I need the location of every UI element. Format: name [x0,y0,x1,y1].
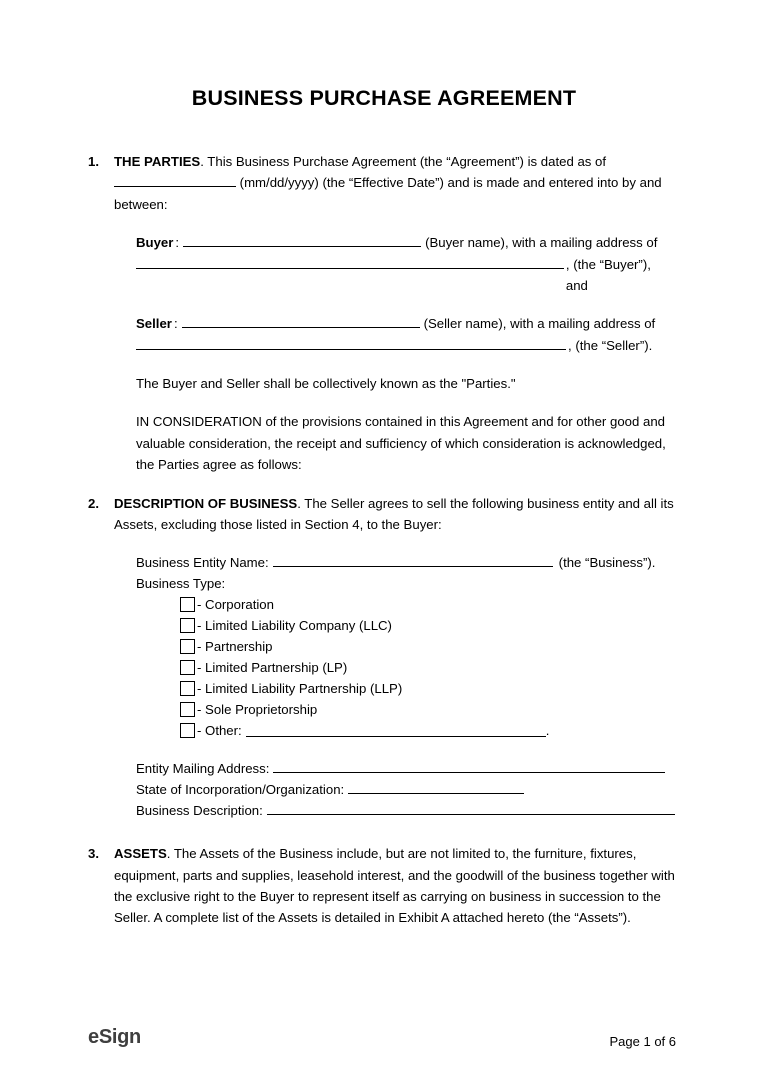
buyer-text-c: , (the “Buyer”), and [565,256,651,293]
clause-the-parties [88,151,676,215]
page-title: BUSINESS PURCHASE AGREEMENT [191,86,577,110]
buyer-colon: : [175,235,180,251]
seller-label: Seller [136,316,172,332]
seller-address-field[interactable] [136,336,566,350]
clause-heading: THE PARTIES [114,154,201,169]
entity-mailing-address-label: Entity Mailing Address: [136,761,270,777]
option-label: - Corporation [197,597,274,613]
business-type-option-corporation[interactable] [180,594,676,615]
option-label: - Limited Liability Partnership (LLP) [197,681,403,697]
document-body [0,151,768,929]
buyer-text-b: (Buyer name), with a mailing address of [425,235,658,251]
checkbox-icon[interactable] [180,639,195,654]
checkbox-icon[interactable] [180,618,195,633]
entity-mailing-address-row [136,758,676,779]
business-entity-name-row [136,552,676,573]
checkbox-icon[interactable] [180,597,195,612]
entity-mailing-address-field[interactable] [273,760,665,773]
option-label: - Other: [197,723,242,739]
state-of-incorporation-label: State of Incorporation/Organization: [136,782,345,798]
clause-text-b: (mm/dd/yyyy) (the “Effective Date”) and is made and entered into by and [239,175,662,191]
seller-text-c: , (the “Seller”). [568,337,653,353]
checkbox-icon[interactable] [180,702,195,717]
clause-text: . The Assets of the Business include, but are not limited to, the furniture, fixtures, equipment, parts and supplies, leasehold interest, and the goodwill of the business together with the exclusive right to the Buyer to represent itself as carrying on business in succession to the Seller. A complete list of the Assets is detailed in Exhibit A attached hereto (the “Assets”). [114,846,675,926]
document-page [0,86,768,1085]
clause-heading: ASSETS [114,846,167,862]
buyer-label: Buyer [136,235,174,251]
business-type-option-partnership[interactable] [180,636,676,657]
clause-number: 3. [88,846,99,862]
business-entity-name-suffix: (the “Business”). [558,555,656,571]
business-type-option-sole-proprietorship[interactable] [180,699,676,720]
business-description-field[interactable] [267,802,675,815]
page-footer [0,1026,768,1049]
collective-parties-text: The Buyer and Seller shall be collectively known as the "Parties." [136,376,516,391]
clause-text-c: between: [114,196,168,212]
business-description-row [136,800,676,821]
clause-description-of-business [88,493,676,536]
seller-block [136,313,676,356]
business-type-option-lp[interactable] [180,657,676,678]
option-label: - Partnership [197,639,273,655]
other-suffix: . [545,723,550,739]
business-entity-name-label: Business Entity Name: [136,555,269,571]
clause-heading: DESCRIPTION OF BUSINESS [114,495,298,511]
seller-colon: : [173,316,178,332]
clause-number: 1. [88,154,99,169]
business-type-label: Business Type: [136,576,226,592]
business-type-option-other[interactable] [180,720,676,741]
buyer-block [136,232,676,296]
seller-text-b: (Seller name), with a mailing address of [423,316,656,332]
business-type-option-llc[interactable] [180,615,676,636]
option-label: - Sole Proprietorship [197,702,318,718]
state-of-incorporation-field[interactable] [348,781,524,794]
business-entity-name-field[interactable] [273,554,553,567]
business-type-option-llp[interactable] [180,678,676,699]
clause-assets [88,843,676,929]
consideration-text: IN CONSIDERATION of the provisions contained in this Agreement and for other good and valuable consideration, the receipt and sufficiency of which consideration is acknowledged, the Parties agree as follows: [136,414,666,473]
business-type-row [136,573,676,594]
checkbox-icon[interactable] [180,660,195,675]
page-number: Page 1 of 6 [609,1034,676,1049]
clause-number: 2. [88,495,99,511]
checkbox-icon[interactable] [180,681,195,696]
clause-text: . The Seller agrees to sell the following business entity and all its Assets, excluding those listed in Section 4, to the Buyer: [114,495,674,532]
business-type-other-field[interactable] [246,724,546,737]
state-of-incorporation-row [136,779,676,800]
effective-date-field[interactable] [114,173,236,187]
esign-logo: eSign [88,1026,141,1048]
option-label: - Limited Partnership (LP) [197,660,348,676]
option-label: - Limited Liability Company (LLC) [197,618,392,634]
business-description-label: Business Description: [136,803,263,819]
clause-text-a: . This Business Purchase Agreement (the “Agreement”) is dated as of [200,154,607,169]
seller-name-field[interactable] [182,314,420,328]
buyer-address-field[interactable] [136,255,564,269]
buyer-name-field[interactable] [183,233,421,247]
checkbox-icon[interactable] [180,723,195,738]
